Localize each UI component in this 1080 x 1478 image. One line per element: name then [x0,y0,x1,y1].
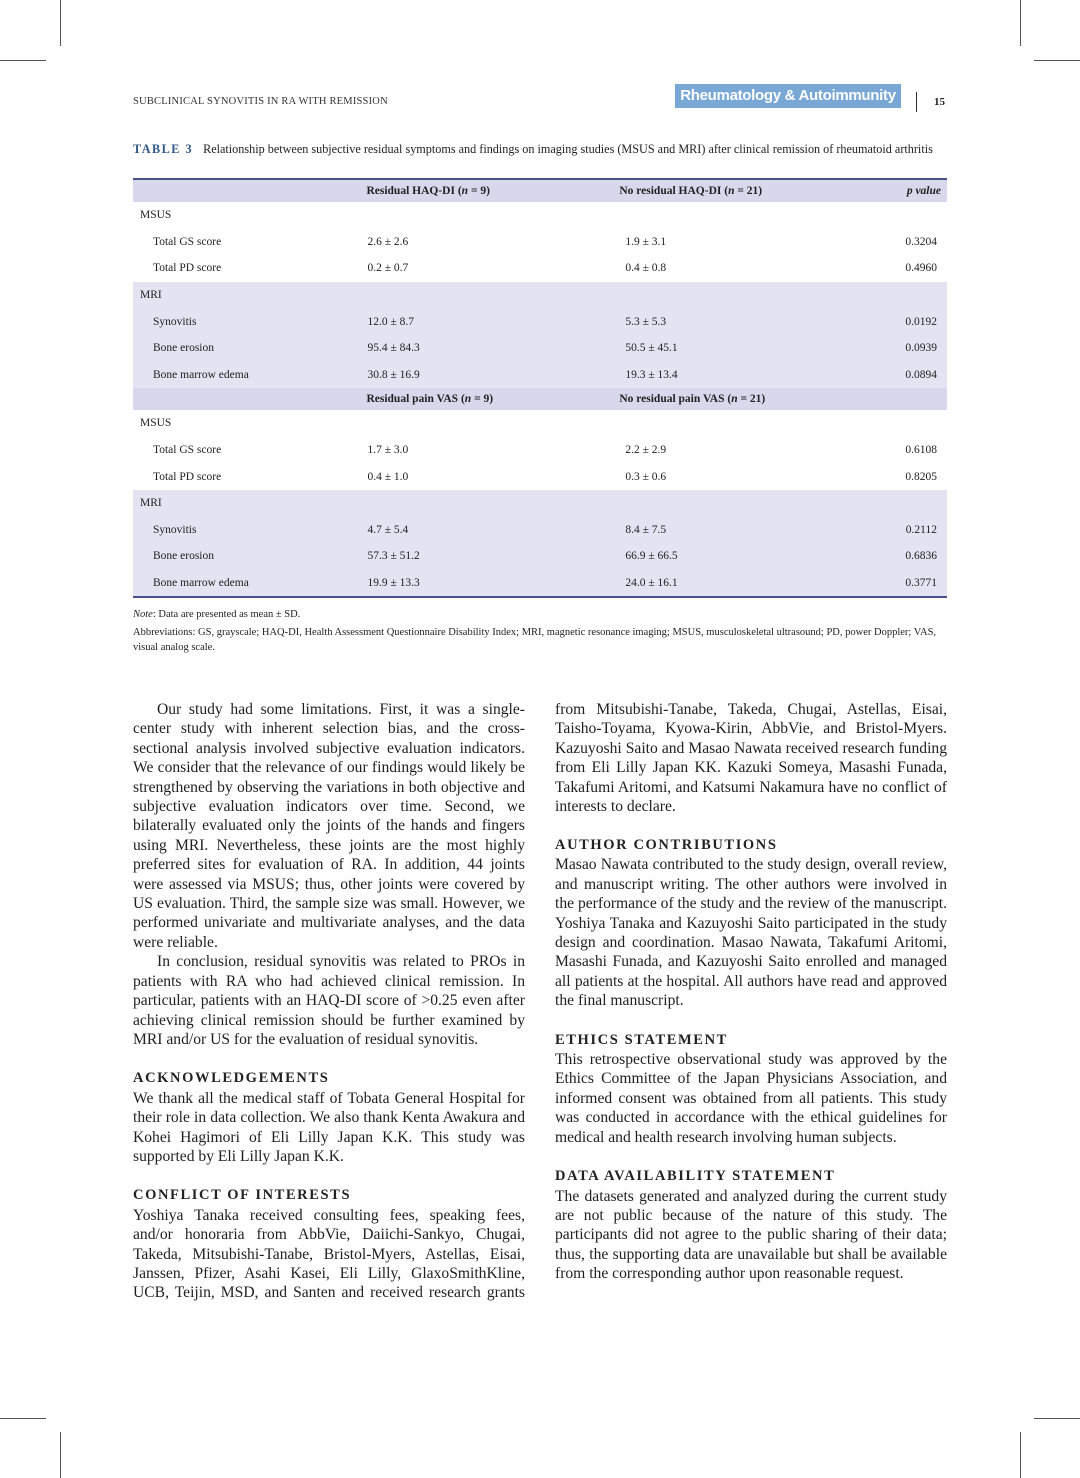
group-row [133,490,947,517]
cell-p-value: 0.3771 [860,570,947,598]
crop-mark [0,1418,46,1419]
row-label: Bone erosion [133,335,360,362]
results-table [133,178,947,598]
header-no-residual-vas: No residual pain VAS (n = 21) [607,388,860,410]
header-divider [916,92,917,112]
crop-mark [60,0,61,46]
conflict-text: Yoshiya Tanaka received consulting fees, speaking fees, and/or honoraria from AbbVie, Daiichi-Sankyo, Chugai, Takeda, Mitsubishi-Tanabe, Bristol-Myers, Astellas, Eisai, Janssen, Pfizer, Asahi Kasei, Eli Lilly, GlaxoSmithKline, UCB, Teijin, MSD, and Santen and received research grants [133,1206,525,1302]
subheader-empty-cell [133,388,360,410]
ethics-text: This retrospective observational study was approved by the Ethics Committee of the Japan Physicians Association, and informed consent was obtained from all patients. This study was conducted in accordance with the ethical guidelines for medical and health research involving human subjects. [555,1051,947,1146]
cell-p-value: 0.0939 [860,335,947,362]
conflict-heading: CONFLICT OF INTERESTS [133,1187,352,1204]
cell-p-value: 0.2112 [860,517,947,544]
cell-residual: 0.4 ± 1.0 [367,470,409,483]
crop-mark [0,60,46,61]
table-row [133,308,947,335]
cell-no-residual: 66.9 ± 66.5 [607,543,860,570]
cell-residual: 12.0 ± 8.7 [360,308,607,335]
row-label: Bone erosion [133,543,360,570]
ethics-heading: ETHICS STATEMENT [555,1031,728,1048]
table-subheader-row [133,388,947,410]
crop-mark [1020,0,1021,46]
acknowledgements-text: We thank all the medical staff of Tobata General Hospital for their role in data collection. We also thank Kenta Awakura and Kohei Hagimori of Eli Lilly Japan K.K. This study was supported by Eli Lilly Japan K.K. [133,1089,525,1165]
limitations-paragraph: Our study had some limitations. First, it was a single-center study with inherent selection bias, and the cross-sectional analysis involved subjective evaluation indicators. We consider that the relevance of our findings would likely be strengthened by observing the variations in both objective and subjective evaluation indicators over time. Second, we bilaterally evaluated only the joints of the hands and fingers using MRI. Nevertheless, these joints are the most highly preferred sites for evaluation of RA. In addition, 44 joints were assessed via MSUS; thus, other joints were covered by US evaluation. Third, the sample size was small. However, we performed univariate and multivariate analyses, and the data were reliable. [133,701,525,951]
group-row [133,410,947,437]
left-column [133,700,525,1303]
table-row [133,463,947,490]
table-label: TABLE 3 [133,142,194,156]
row-label: Total PD score [153,470,222,483]
conflict-text-copy: from Mitsubishi-Tanabe, Takeda, Chugai, Astellas, Eisai, Taisho-Toyama, Kyowa-Kirin, AbbVie, and Bristol-Myers. Kazuyoshi Saito and Masao Nawata received research funding from Eli Lilly Japan KK. Kazuki Someya, Masashi Funada, Takafumi Aritomi, and Katsumi Nakamura have no conflict of interests to declare. [555,701,947,816]
contributions-heading: AUTHOR CONTRIBUTIONS [555,837,778,853]
cell-residual: 4.7 ± 5.4 [360,517,607,544]
note-label: Note [133,609,153,620]
header-p-value: p value [860,179,947,202]
row-label: Total GS score [153,444,222,457]
cell-p-value: 0.0192 [860,308,947,335]
cell-residual: 1.7 ± 3.0 [367,444,409,457]
table-row [133,229,947,256]
table-row [133,570,947,598]
crop-mark [1034,1418,1080,1419]
cell-no-residual: 5.3 ± 5.3 [607,308,860,335]
running-title: SUBCLINICAL SYNOVITIS IN RA WITH REMISSION [133,96,388,107]
row-label: Total PD score [153,262,222,275]
cell-residual: 0.2 ± 0.7 [367,262,409,275]
conflict-text-overflow [555,700,947,816]
row-label: Synovitis [133,517,360,544]
row-label: Total GS score [153,235,222,248]
data-availability-heading: DATA AVAILABILITY STATEMENT [555,1168,836,1185]
group-label-mri: MRI [133,282,947,309]
cell-no-residual: 50.5 ± 45.1 [607,335,860,362]
crop-mark [60,1432,61,1478]
data-availability-text: The datasets generated and analyzed during the current study are not public because of the nature of this study. The participants did not agree to the public sharing of their data; thus, the supporting data are unavailable but shall be available from the corresponding author upon reasonable request. [555,1187,947,1283]
cell-residual: 95.4 ± 84.3 [360,335,607,362]
note-text: : Data are presented as mean ± SD. [152,609,301,620]
cell-residual: 30.8 ± 16.9 [360,362,607,389]
cell-p-value: 0.6108 [905,444,937,457]
header-residual-haq: Residual HAQ-DI (n = 9) [360,179,607,202]
cell-no-residual: 19.3 ± 13.4 [607,362,860,389]
header-no-residual-haq: No residual HAQ-DI (n = 21) [607,179,860,202]
cell-residual: 19.9 ± 13.3 [360,570,607,598]
table-row [133,437,947,464]
header-empty-cell [133,179,360,202]
crop-mark [1020,1432,1021,1478]
table-row [133,335,947,362]
row-label: Bone marrow edema [133,362,360,389]
row-label: Synovitis [133,308,360,335]
conflict-text-continued [555,700,947,816]
table-caption-text: Relationship between subjective residual symptoms and findings on imaging studies (MSUS and MRI) after clinical remission of rheumatoid arthritis [203,142,933,156]
group-label-msus: MSUS [140,417,172,430]
cell-no-residual: 8.4 ± 7.5 [607,517,860,544]
acknowledgements-heading: ACKNOWLEDGEMENTS [133,1070,330,1087]
conclusion-paragraph: In conclusion, residual synovitis was related to PROs in patients with RA who had achieved clinical remission. In particular, patients with an HAQ-DI score of >0.25 even after achieving clinical remission should be further examined by MRI and/or US for the evaluation of residual synovitis. [133,953,525,1048]
conflict-text-start [133,1206,525,1303]
table-abbreviations: Abbreviations: GS, grayscale; HAQ-DI, Health Assessment Questionnaire Disability Index; MRI, magnetic resonance imaging; MSUS, musculoskeletal ultrasound; PD, power Doppler; VAS, visual analog scale. [133,627,937,653]
cell-no-residual: 0.4 ± 0.8 [625,262,667,275]
table-row [133,543,947,570]
cell-p-value: 0.0894 [860,362,947,389]
cell-p-value: 0.6836 [860,543,947,570]
table-caption [133,141,945,157]
journal-banner: Rheumatology & Autoimmunity [675,84,901,108]
cell-residual: 2.6 ± 2.6 [367,235,409,248]
group-row [133,202,947,229]
table-header-row [133,179,947,202]
row-label: Bone marrow edema [133,570,360,598]
table-row [133,255,947,282]
header-residual-vas: Residual pain VAS (n = 9) [360,388,607,410]
cell-no-residual: 1.9 ± 3.1 [625,235,667,248]
cell-p-value: 0.8205 [905,470,937,483]
contributions-text: Masao Nawata contributed to the study design, overall review, and manuscript writing. The other authors were involved in the performance of the study and the review of the manuscript. Yoshiya Tanaka and Kazuyoshi Saito participated in the study design and coordination. Masao Nawata, Takafumi Aritomi, Masashi Funada, and Kazuyoshi Saito enrolled and managed all patients at the hospital. All authors have read and approved the final manuscript. [555,856,947,1010]
table-note [133,609,300,620]
cell-no-residual: 0.3 ± 0.6 [625,470,667,483]
crop-mark [1034,60,1080,61]
page-number: 15 [934,96,945,108]
group-row [133,282,947,309]
group-label-msus: MSUS [140,209,172,222]
cell-p-value: 0.4960 [905,262,937,275]
cell-no-residual: 24.0 ± 16.1 [607,570,860,598]
cell-no-residual: 2.2 ± 2.9 [625,444,667,457]
group-label-mri: MRI [133,490,947,517]
cell-residual: 57.3 ± 51.2 [360,543,607,570]
cell-p-value: 0.3204 [905,235,937,248]
table-row [133,362,947,389]
subheader-empty-cell [860,388,947,410]
right-column [555,700,947,1284]
table-row [133,517,947,544]
